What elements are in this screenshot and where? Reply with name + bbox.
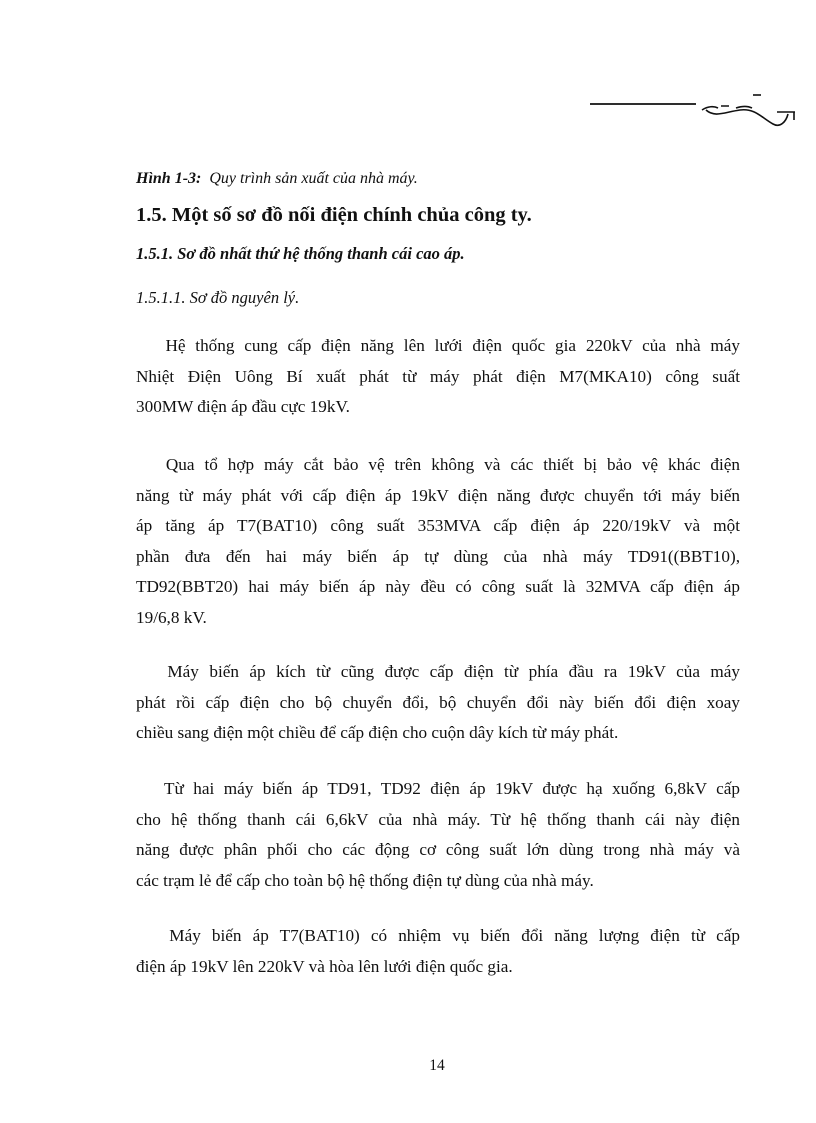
paragraph-line: điện áp 19kV lên 220kV và hòa lên lưới điện quốc gia. bbox=[136, 956, 513, 976]
paragraph-line: áp tăng áp T7(BAT10) công suất 353MVA cấp điện áp 220/19kV và một bbox=[136, 516, 740, 535]
paragraph-line: chiều sang điện một chiều để cấp điện cho cuộn dây kích từ máy phát. bbox=[136, 723, 619, 742]
paragraph-1 bbox=[136, 331, 740, 423]
paragraph-line: Máy biến áp kích từ cũng được cấp điện từ phía đầu ra 19kV của máy bbox=[136, 662, 740, 681]
paragraph-line: cho hệ thống thanh cái 6,6kV của nhà máy. Từ hệ thống thanh cái này điện bbox=[136, 809, 740, 829]
paragraph-line: năng từ máy phát với cấp điện áp 19kV điện năng được chuyển tới máy biến bbox=[136, 485, 740, 505]
paragraph-line: Từ hai máy biến áp TD91, TD92 điện áp 19kV được hạ xuống 6,8kV cấp bbox=[136, 779, 740, 798]
paragraph-2 bbox=[136, 450, 740, 633]
paragraph-line: TD92(BBT20) hai máy biến áp này đều có công suất là 32MVA cấp điện áp bbox=[136, 577, 740, 596]
paragraph-line: năng được phân phối cho các động cơ công suất lớn dùng trong nhà máy và bbox=[136, 840, 740, 859]
paragraph-line: 19/6,8 kV. bbox=[136, 607, 207, 627]
paragraph-line: Hệ thống cung cấp điện năng lên lưới điện quốc gia 220kV của nhà máy bbox=[136, 336, 740, 355]
figure-caption-text: Quy trình sản xuất của nhà máy. bbox=[209, 170, 418, 187]
paragraph-line: Máy biến áp T7(BAT10) có nhiệm vụ biến đổi năng lượng điện từ cấp bbox=[136, 926, 740, 945]
subsection-heading: 1.5.1. Sơ đồ nhất thứ hệ thống thanh cái cao áp. bbox=[136, 244, 465, 263]
paragraph-line: phần đưa đến hai máy biến áp tự dùng của nhà máy TD91((BBT10), bbox=[136, 546, 740, 566]
paragraph-line: Nhiệt Điện Uông Bí xuất phát từ máy phát điện M7(MKA10) công suất bbox=[136, 366, 740, 386]
paragraph-4 bbox=[136, 774, 740, 896]
paragraph-5 bbox=[136, 921, 740, 982]
figure-caption bbox=[136, 170, 418, 188]
paragraph-line: 300MW điện áp đầu cực 19kV. bbox=[136, 397, 350, 416]
section-heading: 1.5. Một số sơ đồ nối điện chính chủa công ty. bbox=[136, 204, 532, 226]
decorative-flourish-icon bbox=[590, 86, 800, 130]
paragraph-line: phát rồi cấp điện cho bộ chuyển đổi, bộ chuyển đổi này biến đổi điện xoay bbox=[136, 692, 740, 712]
paragraph-3 bbox=[136, 657, 740, 749]
page-number: 14 bbox=[429, 1057, 445, 1074]
paragraph-line: các trạm lẻ để cấp cho toàn bộ hệ thống điện tự dùng của nhà máy. bbox=[136, 870, 594, 890]
paragraph-line: Qua tổ hợp máy cắt bảo vệ trên không và các thiết bị bảo vệ khác điện bbox=[136, 455, 740, 474]
figure-caption-label: Hình 1-3: bbox=[136, 170, 202, 187]
subsubsection-heading: 1.5.1.1. Sơ đồ nguyên lý. bbox=[136, 288, 300, 307]
